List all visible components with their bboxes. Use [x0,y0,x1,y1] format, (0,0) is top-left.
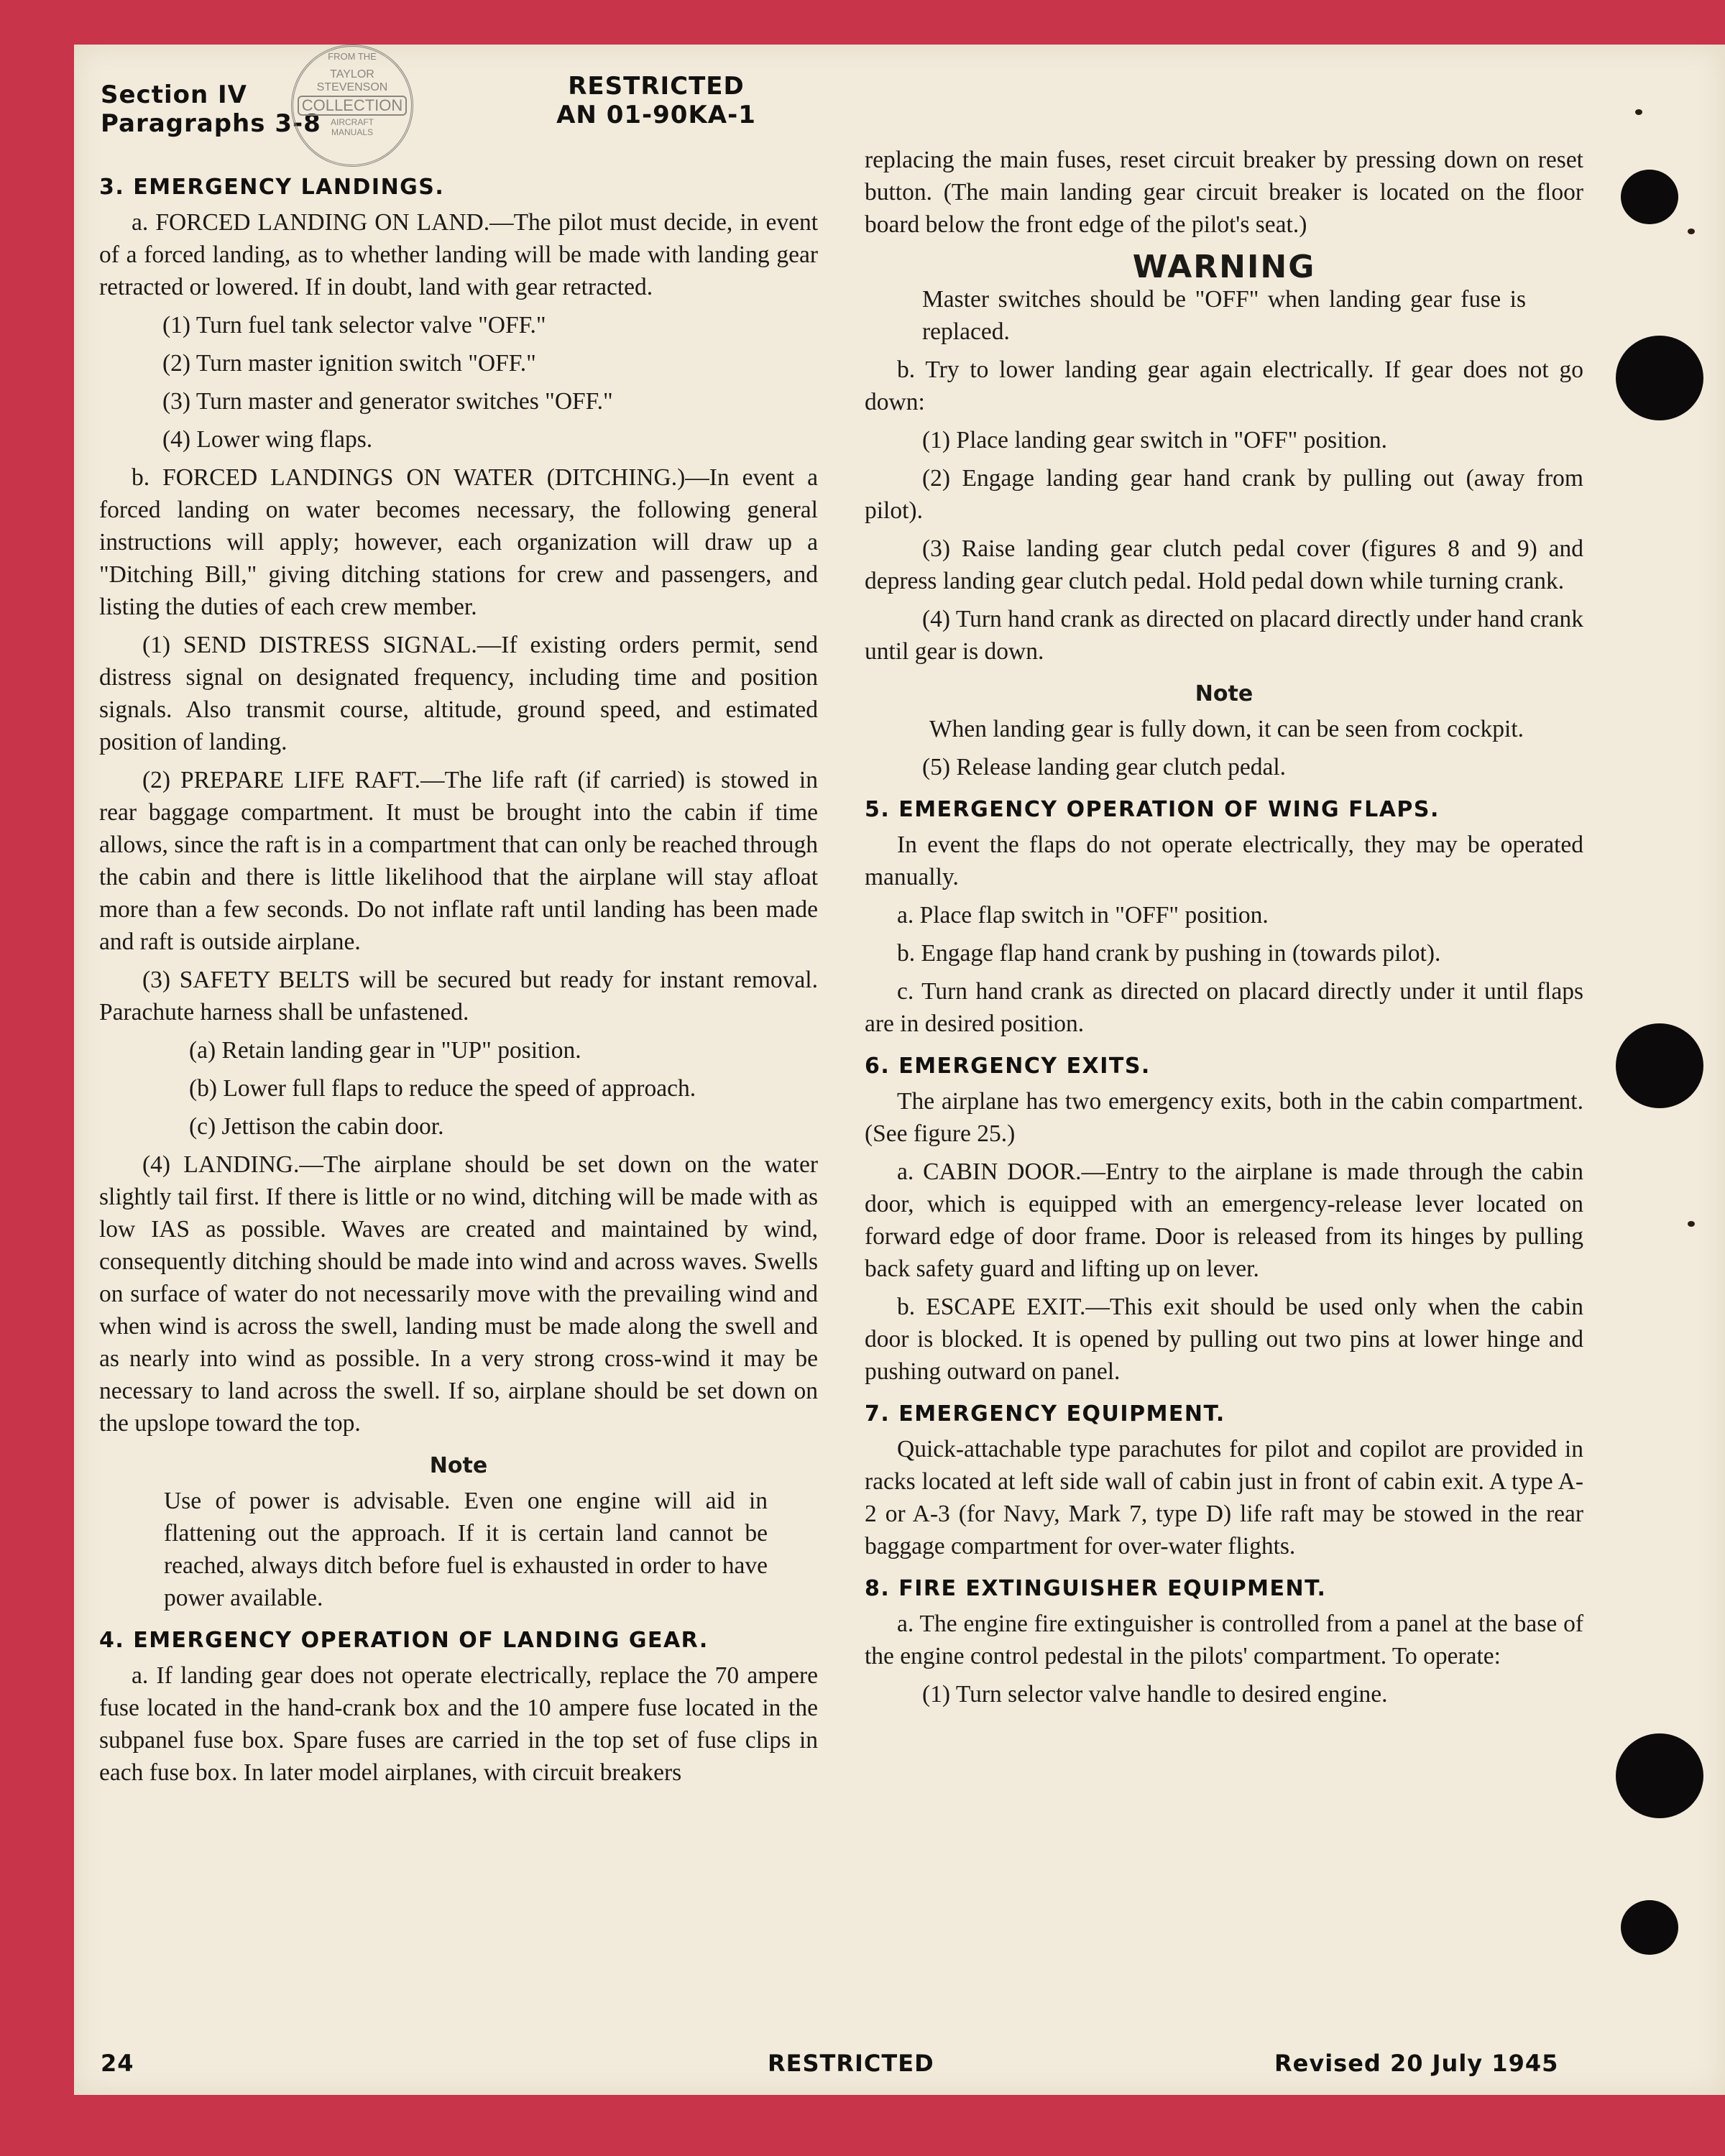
speck-icon [1635,109,1642,115]
punch-hole-icon [1616,1733,1703,1818]
step: c. Turn hand crank as directed on placard directly under it until flaps are in desired position. [865,978,1583,1037]
punch-hole-icon [1621,170,1678,224]
step: (1) Place landing gear switch in "OFF" position. [922,427,1388,453]
step: a. Place flap switch in "OFF" position. [897,902,1269,929]
note-title: Note [429,1453,488,1478]
stamp-line: AIRCRAFT [331,117,374,127]
section-7-heading: 7. EMERGENCY EQUIPMENT. [865,1401,1225,1427]
manual-page [74,45,1725,2095]
step: (4) Turn hand crank as directed on placard directly under hand crank until gear is down. [865,606,1583,665]
step: (1) Turn selector valve handle to desired engine. [922,1681,1388,1708]
page-number: 24 [101,2050,134,2077]
para-8a: a. The engine fire extinguisher is controlled from a panel at the base of the engine control pedestal in the pilots' compartment. To operate: [865,1611,1583,1669]
footer-classification: RESTRICTED [768,2050,934,2077]
note-body: When landing gear is fully down, it can be seen from cockpit. [929,716,1524,742]
step: (b) Lower full flaps to reduce the speed of approach. [189,1075,696,1102]
paragraphs-label: Paragraphs 3-8 [101,109,321,138]
step: (5) Release landing gear clutch pedal. [922,754,1287,780]
step: (c) Jettison the cabin door. [189,1113,444,1140]
note-body: Use of power is advisable. Even one engine will aid in flattening out the approach. If it is certain land cannot be reached, always ditch before fuel is exhausted in order to have power available. [164,1488,768,1611]
para-6a: a. CABIN DOOR.—Entry to the airplane is made through the cabin door, which is equipped with an emergency-release lever located on forward edge of door frame. Door is released from its hinges by pulling back safety guard and lifting up on lever. [865,1158,1583,1282]
para-6-intro: The airplane has two emergency exits, both in the cabin compartment. (See figure 25.) [865,1088,1583,1147]
speck-icon [1688,1221,1695,1227]
section-3-heading: 3. EMERGENCY LANDINGS. [99,175,445,200]
left-column [99,161,818,1795]
section-5-heading: 5. EMERGENCY OPERATION OF WING FLAPS. [865,797,1440,822]
section-4-heading: 4. EMERGENCY OPERATION OF LANDING GEAR. [99,1628,709,1653]
stamp-line: STEVENSON [316,81,388,93]
section-8-heading: 8. FIRE EXTINGUISHER EQUIPMENT. [865,1576,1327,1601]
punch-hole-icon [1616,1023,1703,1108]
para-3b1: (1) SEND DISTRESS SIGNAL.—If existing orders permit, send distress signal on designated frequency, including time and position signals. Also transmit course, altitude, ground speed, and estimated position of landing. [99,632,818,755]
document-number: AN 01-90KA-1 [556,101,756,129]
stamp-arc-text: FROM THE [328,51,377,62]
section-6-heading: 6. EMERGENCY EXITS. [865,1054,1151,1079]
para-7: Quick-attachable type parachutes for pilot and copilot are provided in racks located at left side wall of cabin just in front of cabin exit. A type A-2 or A-3 (for Navy, Mark 7, type D) life raft may be stowed in the rear baggage compartment for over-water flights. [865,1436,1583,1560]
punch-hole-icon [1621,1900,1678,1955]
para-3b2: (2) PREPARE LIFE RAFT.—The life raft (if carried) is stowed in rear baggage compartment. It must be brought into the cabin if time allows, since the raft is in a compartment that can only be reached through the cabin and there is little likelihood that the airplane will stay afloat more than a few seconds. Do not inflate raft until landing has been made and raft is outside airplane. [99,767,818,955]
speck-icon [1688,229,1695,234]
para-5-intro: In event the flaps do not operate electrically, they may be operated manually. [865,831,1583,890]
warning-title: WARNING [1132,249,1316,285]
revision-date: Revised 20 July 1945 [1274,2050,1559,2077]
para-3b: b. FORCED LANDINGS ON WATER (DITCHING.)—In event a forced landing on water becomes necessary, the following general instructions will apply; however, each organization will draw up a "Ditching Bill," giving ditching stations for crew and passengers, and listing the duties of each crew member. [99,464,818,620]
para-6b: b. ESCAPE EXIT.—This exit should be used only when the cabin door is blocked. It is opened by pulling out two pins at lower hinge and pushing outward on panel. [865,1294,1583,1385]
step: (3) Turn master and generator switches "OFF." [162,388,613,415]
para-3b4: (4) LANDING.—The airplane should be set down on the water slightly tail first. If there is little or no wind, ditching will be made with as low IAS as possible. Waves are created and maintained by wind, consequently ditching should be made into wind and across waves. Swells on surface of water do not necessarily move with the prevailing wind and when wind is across the swell, landing must be made along the swell and as nearly into wind as possible. In a very strong cross-wind it may be necessary to land across the swell. If so, airplane should be set down on the upslope toward the top. [99,1151,818,1437]
classification-header: RESTRICTED [568,72,745,101]
right-column [865,144,1583,1716]
step: (2) Engage landing gear hand crank by pulling out (away from pilot). [865,465,1583,524]
stamp-line: TAYLOR [330,68,374,80]
step: (2) Turn master ignition switch "OFF." [162,350,536,377]
stamp-line: COLLECTION [298,96,407,116]
step: b. Engage flap hand crank by pushing in (towards pilot). [897,940,1441,967]
step: (a) Retain landing gear in "UP" position. [189,1037,581,1064]
para-3a: a. FORCED LANDING ON LAND.—The pilot must decide, in event of a forced landing, as to whether landing will be made with landing gear retracted or lowered. If in doubt, land with gear retracted. [99,209,818,300]
document-header [74,72,1238,129]
step: (3) Raise landing gear clutch pedal cover (figures 8 and 9) and depress landing gear clutch pedal. Hold pedal down while turning crank. [865,535,1583,594]
section-label: Section IV [101,80,247,109]
note-title: Note [1195,681,1254,706]
warning-body: Master switches should be "OFF" when landing gear fuse is replaced. [922,286,1526,345]
para-4b: b. Try to lower landing gear again electrically. If gear does not go down: [865,356,1583,415]
step: (1) Turn fuel tank selector valve "OFF." [162,312,546,338]
para-4a-continued: replacing the main fuses, reset circuit breaker by pressing down on reset button. (The main landing gear circuit breaker is located on the floor board below the front edge of the pilot's seat.) [865,147,1583,238]
para-4a: a. If landing gear does not operate electrically, replace the 70 ampere fuse located in the hand-crank box and the 10 ampere fuse located in the subpanel fuse box. Spare fuses are carried in the top set of fuse clips in each fuse box. In later model airplanes, with circuit breakers [99,1662,818,1786]
stamp-line: MANUALS [331,127,373,137]
punch-hole-icon [1616,336,1703,420]
step: (4) Lower wing flaps. [162,426,373,453]
para-3b3: (3) SAFETY BELTS will be secured but ready for instant removal. Parachute harness shall be unfastened. [99,967,818,1026]
